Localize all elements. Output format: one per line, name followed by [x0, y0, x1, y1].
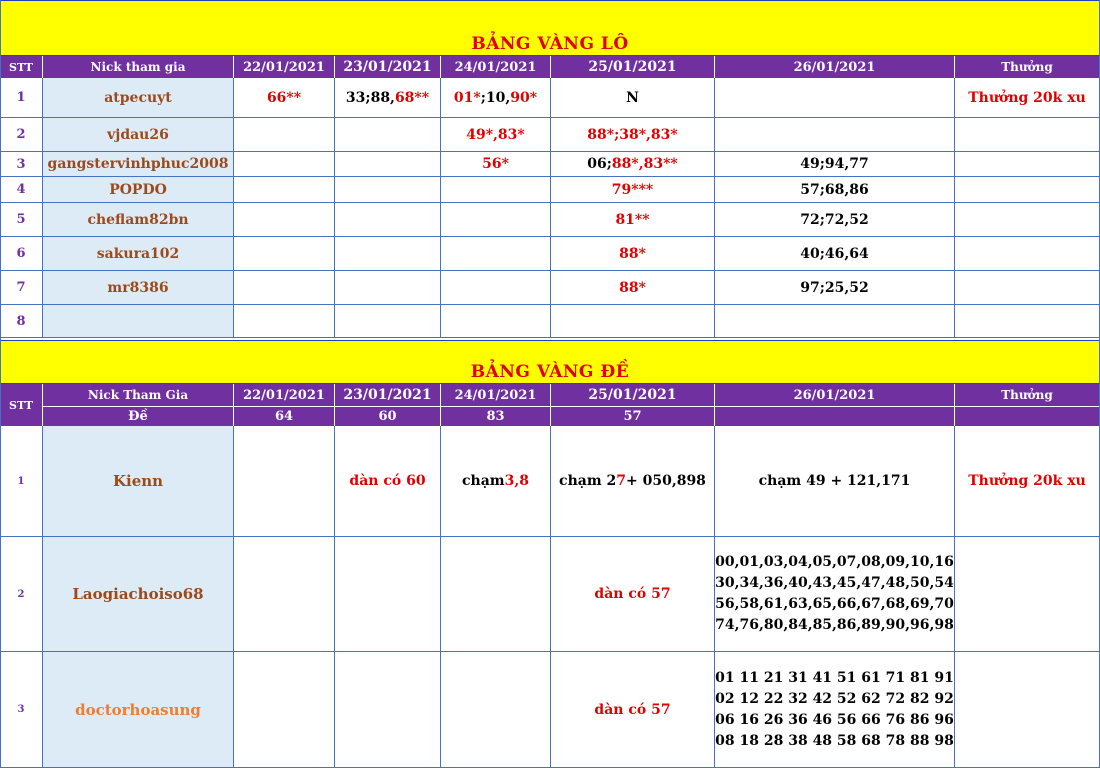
lo-row-4-col-3[interactable] [335, 177, 441, 203]
header-text: Thưởng [1001, 60, 1053, 74]
header-text: 26/01/2021 [793, 59, 876, 75]
lo-row-2-col-3[interactable] [335, 118, 441, 152]
cell-text: chạm 2 [559, 473, 617, 489]
de-row-1-col-2[interactable] [234, 426, 335, 537]
lo-row-3-nick[interactable] [43, 152, 234, 177]
de-header-7[interactable] [955, 384, 1100, 406]
de-row-3-col-5[interactable] [551, 652, 715, 768]
cell-text: N [626, 89, 639, 106]
de-header-4[interactable] [441, 384, 551, 406]
cell-text: 97;25,52 [800, 279, 869, 296]
de-row-1-nick[interactable] [43, 426, 234, 537]
header-text: 25/01/2021 [588, 59, 677, 75]
lo-row-2-col-4[interactable] [441, 118, 551, 152]
lo-row-6-col-7[interactable] [955, 237, 1100, 271]
lo-row-7-col-3[interactable] [335, 271, 441, 305]
header-text: 23/01/2021 [343, 59, 432, 75]
lo-row-7-col-7[interactable] [955, 271, 1100, 305]
lo-row-1-col-4[interactable] [441, 78, 551, 118]
de-row-3-col-2[interactable] [234, 652, 335, 768]
de-row-2-col-2[interactable] [234, 537, 335, 652]
lo-row-3-col-5[interactable] [551, 152, 715, 177]
lo-title[interactable] [0, 0, 1100, 56]
lo-row-5-col-6[interactable] [715, 203, 955, 237]
lo-row-4-col-7[interactable] [955, 177, 1100, 203]
stt-text: 3 [17, 704, 25, 715]
header-text: Nick tham gia [90, 60, 186, 74]
cell-text: dàn có 57 [594, 701, 671, 718]
nick-text: atpecuyt [104, 89, 172, 106]
lo-title-text: BẢNG VÀNG LÔ [471, 34, 629, 54]
de-row-2-stt[interactable] [0, 537, 43, 652]
lo-row-6-col-4[interactable] [441, 237, 551, 271]
cell-text: 88* [619, 245, 646, 262]
cell-text: 66** [266, 89, 302, 106]
de-row-3-nick[interactable] [43, 652, 234, 768]
lo-row-1-col-5[interactable] [551, 78, 715, 118]
lo-row-8-col-6[interactable] [715, 305, 955, 338]
lo-row-1-col-3[interactable] [335, 78, 441, 118]
nick-text: vjdau26 [107, 126, 169, 143]
lo-row-6-stt[interactable] [0, 237, 43, 271]
de-row-2-col-5[interactable] [551, 537, 715, 652]
lo-row-5-nick[interactable] [43, 203, 234, 237]
header-text: Thưởng [1001, 388, 1053, 402]
lo-row-2-stt[interactable] [0, 118, 43, 152]
de-header-6[interactable] [715, 384, 955, 406]
lo-row-5-col-2[interactable] [234, 203, 335, 237]
lo-header-0[interactable] [0, 56, 43, 78]
de-row-1-col-4[interactable] [441, 426, 551, 537]
lo-row-3-col-6[interactable] [715, 152, 955, 177]
lo-row-7-col-5[interactable] [551, 271, 715, 305]
number-line: 06 16 26 36 46 56 66 76 86 96 [715, 711, 954, 728]
lo-row-2-nick[interactable] [43, 118, 234, 152]
cell-text: 79*** [611, 181, 654, 198]
nick-text: POPDO [109, 181, 167, 198]
lo-row-1-col-2[interactable] [234, 78, 335, 118]
stt-text: 1 [17, 475, 25, 487]
de-row-3-col-6[interactable] [715, 652, 955, 768]
subheader-text: 60 [378, 409, 397, 424]
number-line: 56,58,61,63,65,66,67,68,69,70 [715, 596, 954, 612]
cell-text: + 050,898 [626, 473, 706, 489]
header-text: 24/01/2021 [454, 59, 537, 75]
lo-row-7-col-6[interactable] [715, 271, 955, 305]
stt-text: 8 [16, 313, 26, 329]
lo-row-4-col-6[interactable] [715, 177, 955, 203]
lo-row-6-col-2[interactable] [234, 237, 335, 271]
de-subheader-2[interactable] [234, 406, 335, 426]
cell-text: 56* [482, 156, 509, 172]
de-row-1-col-7[interactable] [955, 426, 1100, 537]
lo-row-5-col-4[interactable] [441, 203, 551, 237]
number-line: 74,76,80,84,85,86,89,90,96,98 [715, 617, 954, 633]
de-subheader-1[interactable] [43, 406, 234, 426]
subheader-text: 64 [274, 409, 294, 424]
cell-text: 33;88, [345, 89, 395, 106]
nick-text: mr8386 [107, 279, 169, 296]
de-row-1-col-3[interactable] [335, 426, 441, 537]
stt-text: 2 [16, 127, 26, 142]
nick-text: Laogiachoiso68 [72, 585, 204, 603]
cell-text: 57;68,86 [800, 181, 869, 198]
lo-row-5-col-3[interactable] [335, 203, 441, 237]
de-row-3-col-4[interactable] [441, 652, 551, 768]
de-row-1-col-5[interactable] [551, 426, 715, 537]
de-title-text: BẢNG VÀNG ĐỀ [470, 362, 630, 382]
nick-text: cheflam82bn [87, 211, 189, 228]
cell-text: Thưởng 20k xu [968, 89, 1086, 106]
header-text: 23/01/2021 [343, 387, 432, 403]
lo-row-4-col-2[interactable] [234, 177, 335, 203]
stt-text: 1 [16, 90, 26, 105]
lo-row-6-col-6[interactable] [715, 237, 955, 271]
lo-row-7-col-2[interactable] [234, 271, 335, 305]
number-line: 30,34,36,40,43,45,47,48,50,54 [715, 575, 954, 591]
lo-row-8-col-2[interactable] [234, 305, 335, 338]
stt-text: 4 [16, 182, 26, 197]
header-text: 22/01/2021 [243, 59, 325, 75]
de-header-0[interactable] [0, 384, 43, 426]
lo-row-8-col-7[interactable] [955, 305, 1100, 338]
cell-text: 81** [615, 211, 650, 228]
lo-row-8-stt[interactable] [0, 305, 43, 338]
number-line: 01 11 21 31 41 51 61 71 81 91 [715, 669, 954, 686]
number-line: 08 18 28 38 48 58 68 78 88 98 [715, 732, 954, 749]
lo-row-6-col-3[interactable] [335, 237, 441, 271]
cell-text: 72;72,52 [800, 211, 869, 228]
number-line: 00,01,03,04,05,07,08,09,10,16 [715, 554, 954, 570]
lo-row-5-col-7[interactable] [955, 203, 1100, 237]
stt-text: 2 [17, 588, 25, 600]
de-header-3[interactable] [335, 384, 441, 406]
header-text: 26/01/2021 [793, 387, 876, 403]
lo-header-6[interactable] [715, 56, 955, 78]
lo-row-3-col-3[interactable] [335, 152, 441, 177]
de-row-2-nick[interactable] [43, 537, 234, 652]
cell-text: 88*;38*,83* [587, 126, 678, 143]
lo-row-8-col-3[interactable] [335, 305, 441, 338]
lo-row-2-col-6[interactable] [715, 118, 955, 152]
lo-row-7-nick[interactable] [43, 271, 234, 305]
stt-text: 6 [16, 246, 26, 261]
nick-text: sakura102 [96, 245, 180, 262]
de-row-2-col-3[interactable] [335, 537, 441, 652]
lo-header-1[interactable] [43, 56, 234, 78]
lo-row-8-col-5[interactable] [551, 305, 715, 338]
de-header-2[interactable] [234, 384, 335, 406]
header-text: 22/01/2021 [243, 387, 325, 403]
lo-header-3[interactable] [335, 56, 441, 78]
de-header-1[interactable] [43, 384, 234, 406]
subheader-text: 83 [486, 409, 505, 424]
lo-row-5-col-5[interactable] [551, 203, 715, 237]
header-text: 25/01/2021 [588, 387, 677, 403]
stt-text: 7 [16, 280, 26, 295]
lo-row-8-col-4[interactable] [441, 305, 551, 338]
de-title[interactable] [0, 340, 1100, 384]
lo-row-2-col-7[interactable] [955, 118, 1100, 152]
de-row-3-col-7[interactable] [955, 652, 1100, 768]
header-text: STT [9, 398, 33, 412]
lo-header-2[interactable] [234, 56, 335, 78]
de-row-1-stt[interactable] [0, 426, 43, 537]
cell-text: 68** [394, 89, 430, 106]
cell-text: 40;46,64 [800, 245, 869, 262]
de-subheader-5[interactable] [551, 406, 715, 426]
cell-text: 06; [587, 156, 612, 172]
de-subheader-4[interactable] [441, 406, 551, 426]
cell-text: dàn có 60 [349, 473, 426, 489]
de-subheader-7[interactable] [955, 406, 1100, 426]
lo-row-4-nick[interactable] [43, 177, 234, 203]
cell-text: 01* [453, 89, 481, 106]
cell-text: chạm 49 + 121,171 [758, 473, 911, 489]
cell-text: Thưởng 20k xu [968, 473, 1086, 489]
stt-text: 3 [16, 156, 26, 172]
lo-row-4-col-5[interactable] [551, 177, 715, 203]
lo-row-7-stt[interactable] [0, 271, 43, 305]
lo-row-2-col-5[interactable] [551, 118, 715, 152]
lo-row-5-stt[interactable] [0, 203, 43, 237]
de-row-3-col-3[interactable] [335, 652, 441, 768]
lo-row-4-stt[interactable] [0, 177, 43, 203]
nick-text: doctorhoasung [75, 700, 201, 719]
cell-text: 88* [619, 279, 646, 296]
de-row-2-col-7[interactable] [955, 537, 1100, 652]
lo-row-1-col-6[interactable] [715, 78, 955, 118]
cell-text: 49;94,77 [800, 156, 869, 172]
nick-text: gangstervinhphuc2008 [47, 156, 229, 172]
de-row-1-col-6[interactable] [715, 426, 955, 537]
cell-text: 3,8 [504, 473, 529, 489]
cell-text: chạm [462, 473, 505, 489]
lo-row-1-nick[interactable] [43, 78, 234, 118]
de-row-2-col-4[interactable] [441, 537, 551, 652]
subheader-text: Đề [128, 409, 148, 424]
lo-row-6-col-5[interactable] [551, 237, 715, 271]
lo-row-1-col-7[interactable] [955, 78, 1100, 118]
lo-header-5[interactable] [551, 56, 715, 78]
nick-text: Kienn [112, 472, 164, 490]
header-text: 24/01/2021 [454, 387, 537, 403]
cell-text: 7 [616, 473, 626, 489]
subheader-text: 57 [623, 409, 642, 424]
lo-row-4-col-4[interactable] [441, 177, 551, 203]
lo-row-3-col-4[interactable] [441, 152, 551, 177]
number-line: 02 12 22 32 42 52 62 72 82 92 [715, 690, 954, 707]
de-subheader-3[interactable] [335, 406, 441, 426]
lo-row-3-stt[interactable] [0, 152, 43, 177]
cell-text: 49*,83* [466, 126, 525, 143]
de-row-2-col-6[interactable] [715, 537, 955, 652]
de-header-5[interactable] [551, 384, 715, 406]
lo-row-3-col-2[interactable] [234, 152, 335, 177]
frame-left [0, 0, 1, 768]
cell-text: dàn có 57 [594, 586, 671, 602]
lo-row-1-stt[interactable] [0, 78, 43, 118]
cell-text: 90* [510, 89, 538, 106]
lo-row-2-col-2[interactable] [234, 118, 335, 152]
lo-header-4[interactable] [441, 56, 551, 78]
cell-text: ;10, [480, 89, 511, 106]
header-text: STT [9, 60, 33, 74]
lo-row-7-col-4[interactable] [441, 271, 551, 305]
lo-row-6-nick[interactable] [43, 237, 234, 271]
lo-header-7[interactable] [955, 56, 1100, 78]
de-subheader-6[interactable] [715, 406, 955, 426]
lo-row-8-nick[interactable] [43, 305, 234, 338]
stt-text: 5 [16, 212, 26, 227]
lo-row-3-col-7[interactable] [955, 152, 1100, 177]
header-text: Nick Tham Gia [87, 388, 189, 402]
cell-text: 88*,83** [611, 156, 678, 172]
de-row-3-stt[interactable] [0, 652, 43, 768]
